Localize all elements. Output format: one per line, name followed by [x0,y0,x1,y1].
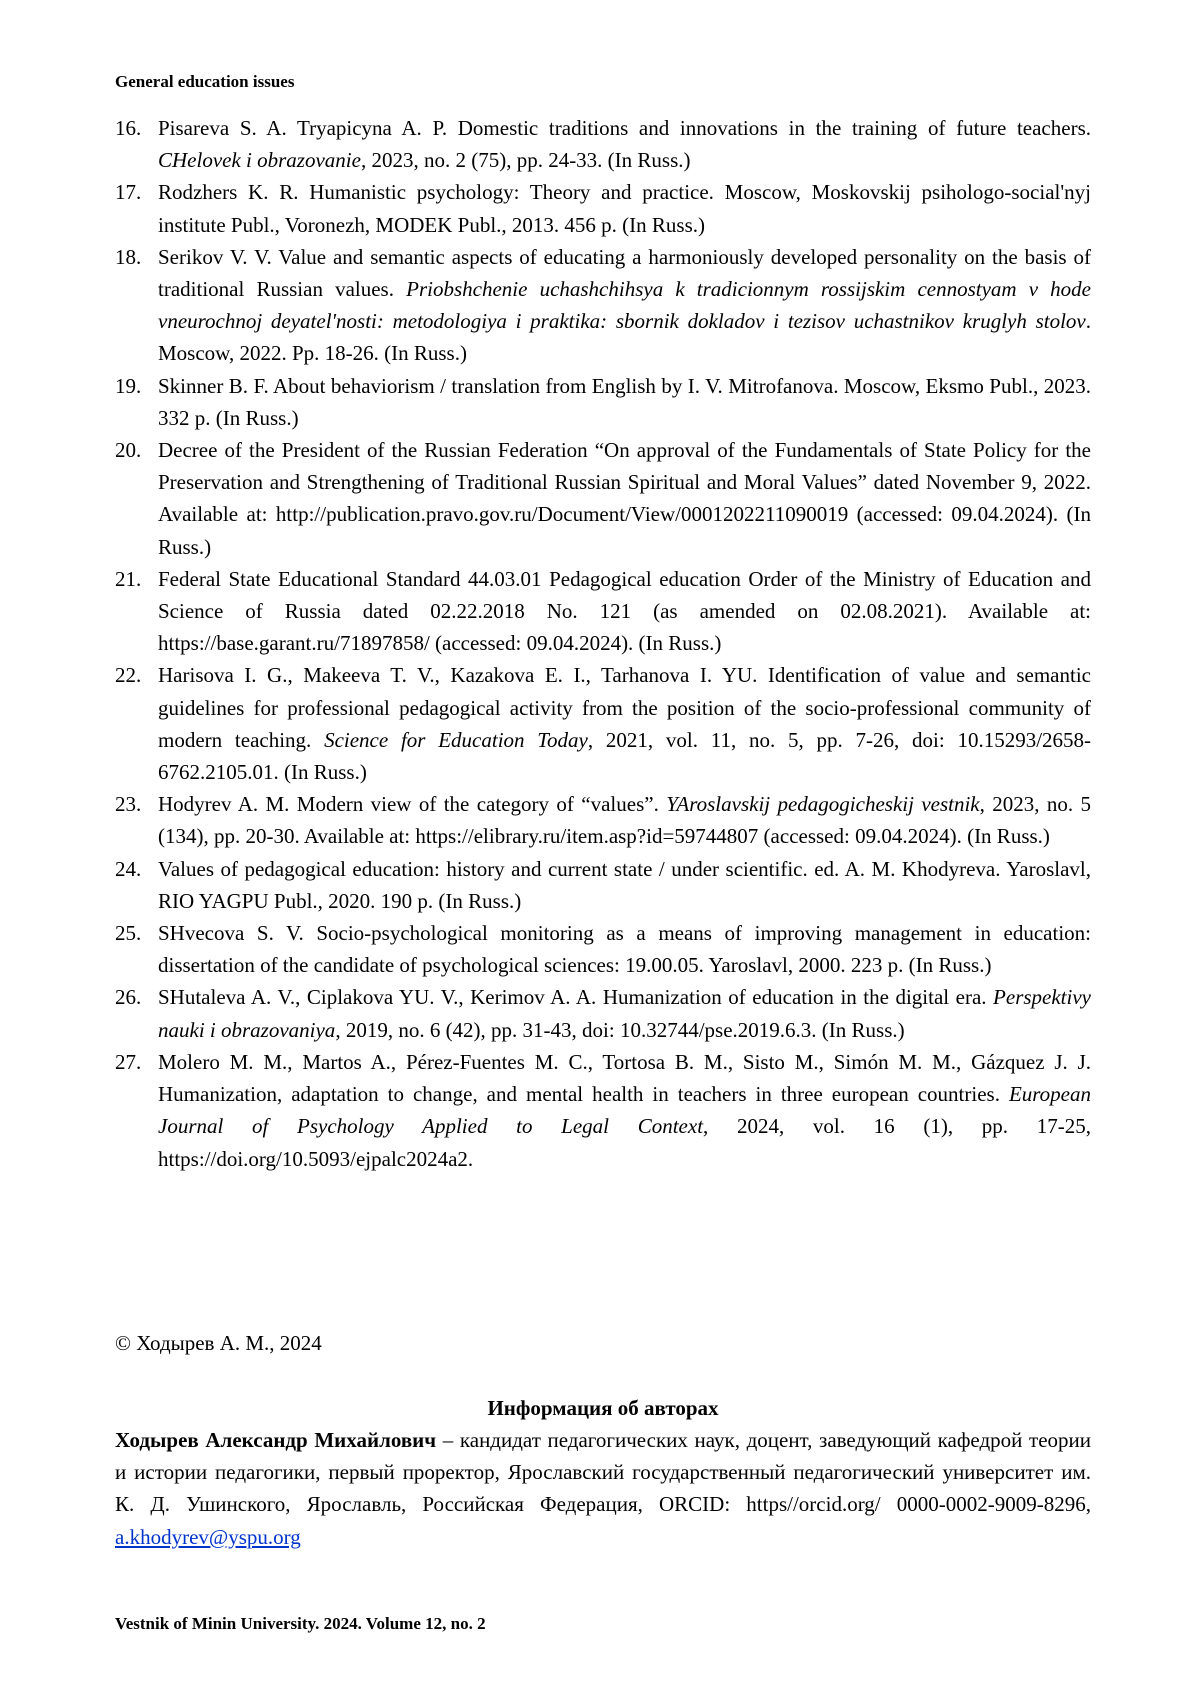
reference-source: European Journal of Psychology Applied to Legal Context [158,1082,1091,1139]
author-description: – кандидат педагогических наук, доцент, заведующий кафедрой теории и истории педагогики, первый проректор, Ярославский государственный педагогический университет им. К. Д. Ушинского, Ярославль, Российская Федерация, ORCID: https//orcid.org/ 0000-0002-9009-8296, [115,1428,1091,1517]
author-info-paragraph [115,1424,1091,1553]
reference-item [115,659,1091,788]
reference-number: 26. [115,985,142,1010]
reference-item [115,981,1091,1045]
reference-text: Serikov V. V. Value and semantic aspects of educating a harmoniously developed personality on the basis of traditional Russian values. [158,244,1091,302]
author-info-heading: Информация об авторах [487,1396,719,1420]
reference-details: , 2024, vol. 16 (1), pp. 17-25, https://doi.org/10.5093/ejpalc2024a2. [158,1114,1091,1171]
reference-text: Pisareva S. A. Tryapicyna A. P. Domestic traditions and innovations in the training of future teachers. [158,116,1091,140]
author-name: Ходырев Александр Михайлович [115,1428,437,1452]
reference-text: Hodyrev A. M. Modern view of the category of “values”. [158,792,667,817]
reference-list [115,112,1091,1175]
reference-item [115,434,1091,563]
reference-text: SHvecova S. V. Socio-psychological monitoring as a means of improving management in education: dissertation of the candidate of psychological sciences: 19.00.05. Yaroslavl, 2000. 223 p. (In Russ.) [158,921,1091,978]
reference-details: , 2021, vol. 11, no. 5, pp. 7-26, doi: 10.15293/2658-6762.2105.01. (In Russ.) [158,727,1092,785]
reference-item [115,853,1091,917]
reference-number: 25. [115,921,142,946]
reference-number: 20. [115,438,142,463]
reference-source: YAroslavskij pedagogicheskij vestnik [666,792,980,817]
reference-number: 22. [115,663,142,688]
reference-details: , 2023, no. 2 (75), pp. 24-33. (In Russ.) [360,148,691,173]
reference-number: 19. [115,373,142,398]
reference-text: Decree of the President of the Russian Federation “On approval of the Fundamentals of State Policy for the Preservation and Strengthening of Traditional Russian Spiritual and Moral Values” dated November 9, 2022. Available at: http://publication.pravo.gov.ru/Document/View/0001202211090019 (accessed: 09.04.2024). (In Russ.) [158,438,1091,559]
reference-text: Rodzhers K. R. Humanistic psychology: Theory and practice. Moscow, Moskovskij psihologo-social'nyj institute Publ., Voronezh, MODEK Publ., 2013. 456 p. (In Russ.) [158,180,1091,237]
reference-item [115,176,1091,240]
reference-details: , 2023, no. 5 (134), pp. 20-30. Available at: https://elibrary.ru/item.asp?id=59744807 (accessed: 09.04.2024). (In Russ.) [158,792,1091,849]
reference-item [115,563,1091,660]
reference-text: Harisova I. G., Makeeva T. V., Kazakova E. I., Tarhanova I. YU. Identification of value and semantic guidelines for professional pedagogical activity from the position of the socio-professional community of modern teaching. [158,663,1091,752]
reference-item [115,112,1091,176]
reference-source: CHelovek i obrazovanie [158,148,361,173]
author-email-link[interactable]: a.khodyrev@yspu.org [115,1524,301,1549]
running-header: General education issues [115,72,295,91]
reference-text: Federal State Educational Standard 44.03.01 Pedagogical education Order of the Ministry of Education and Science of Russia dated 02.22.2018 No. 121 (as amended on 02.08.2021). Available at: https://base.garant.ru/71897858/ (accessed: 09.04.2024). (In Russ.) [158,566,1091,656]
reference-item [115,241,1091,370]
reference-item [115,788,1091,852]
reference-number: 21. [115,566,142,591]
reference-text: Molero M. M., Martos A., Pérez-Fuentes M. C., Tortosa B. M., Sisto M., Simón M. M., Gázquez J. J. Humanization, adaptation to change, and mental health in teachers in three european countries. [158,1049,1091,1107]
reference-number: 23. [115,792,142,817]
reference-source: Priobshchenie uchashchihsya k tradicionnym rossijskim cennostyam v hode vneurochnoj deyatel'nosti: metodologiya i praktika: sbornik dokladov i tezisov uchastnikov kruglyh stolov [158,277,1091,334]
copyright-notice: © Ходырев А. М., 2024 [115,1331,322,1355]
reference-number: 16. [115,116,142,140]
reference-number: 18. [115,244,142,269]
reference-details: , 2019, no. 6 (42), pp. 31-43, doi: 10.32744/pse.2019.6.3. (In Russ.) [335,1017,905,1042]
reference-text: Values of pedagogical education: history and current state / under scientific. ed. A. M. Khodyreva. Yaroslavl, RIO YAGPU Publ., 2020. 190 p. (In Russ.) [158,856,1091,913]
reference-source: Perspektivy nauki i obrazovaniya [158,985,1091,1042]
reference-source: Science for Education Today [324,727,588,752]
reference-item [115,370,1091,434]
reference-number: 27. [115,1049,142,1074]
reference-item [115,1046,1091,1175]
reference-text: SHutaleva A. V., Ciplakova YU. V., Kerimov A. A. Humanization of education in the digital era. [158,985,994,1010]
running-footer: Vestnik of Minin University. 2024. Volume 12, no. 2 [115,1614,486,1633]
reference-text: Skinner B. F. About behaviorism / translation from English by I. V. Mitrofanova. Moscow, Eksmo Publ., 2023. 332 p. (In Russ.) [158,373,1091,430]
reference-number: 24. [115,856,142,881]
reference-details: . Moscow, 2022. Pp. 18-26. (In Russ.) [158,309,1091,366]
reference-number: 17. [115,180,142,205]
reference-item [115,917,1091,981]
